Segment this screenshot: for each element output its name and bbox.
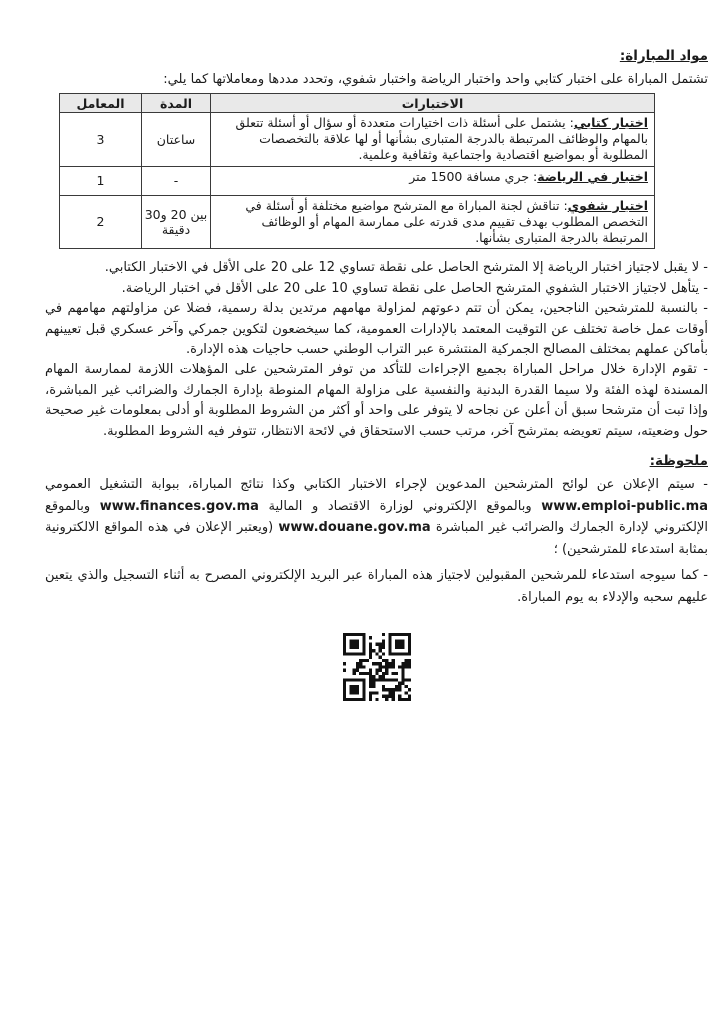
- duration-cell: -: [142, 166, 211, 195]
- header-duration: المدة: [142, 94, 211, 113]
- qr-container: [45, 632, 708, 706]
- rule-item: - تقوم الإدارة خلال مراحل المباراة بجميع الإجراءات للتأكد من توفر المترشحين على المؤهلات اللازمة لممارسة المهام المسندة لهذه الفئة ولا سيما القدرة البدنية والنفسية على مزاولة المهام المنوطة بإدارة الجمارك والضرائب غير المباشرة، وإذا تبت أن مترشحا سبق أن أعلن عن نجاحه لا يتوفر على واحد أو أكثر من الشروط المطلوبة أو أدلى بمعلومات غير صحيحة حول وضعيته، سيتم تعويضه بمترشح آخر، مرتب حسب الاستحقاق في لائحة الانتظار، تتوفر فيه الشروط المطلوبة.: [45, 362, 708, 439]
- test-cell: [211, 166, 655, 195]
- finances-url: www.finances.gov.ma: [99, 498, 259, 514]
- intro-text: تشتمل المباراة على اختبار كتابي واحد واختبار الرياضة واختبار شفوي، وتحدد مددها ومعاملاتها كما يلي:: [163, 72, 708, 87]
- note-text: وبالموقع الإلكتروني لإدارة الجمارك والضرائب غير المباشرة: [45, 498, 708, 536]
- test-name: اختبار في الرياضة: [537, 168, 648, 184]
- emploi-public-url: www.emploi-public.ma: [541, 498, 708, 514]
- note-item-convocation: - كما سيوجه استدعاء للمرشحين المقبولين لاجتياز هذه المباراة عبر البريد الإلكتروني المصرح به أثناء التسجيل والذي يتعين عليهم سحبه والإدلاء به يوم المباراة.: [45, 568, 708, 605]
- exams-table: [59, 93, 655, 249]
- test-cell: [211, 195, 655, 249]
- duration-cell: ساعتان: [142, 113, 211, 167]
- page-title: مواد المباراة:: [619, 48, 708, 64]
- note-title: ملحوظة:: [649, 453, 708, 470]
- header-coefficient: المعامل: [60, 94, 142, 113]
- header-tests: الاختبارات: [211, 94, 655, 113]
- duration-cell: بين 20 و30 دقيقة: [142, 195, 211, 249]
- rule-item: - بالنسبة للمترشحين الناجحين، يمكن أن تتم دعوتهم لمزاولة مهامهم مرتدين بدلة رسمية، فضلا عن مزاولتهم مهامهم في أوقات عمل خاصة تختلف عن التوقيت المعتمد بالإدارات العمومية، كما سيخضعون لتكوين جمركي وآخر عسكري قبل تعيينهم بأماكن عملهم بمختلف المصالح الجمركية المنتشرة عبر التراب الوطني حسب حاجيات هذه الإدارة.: [45, 301, 708, 358]
- coefficient-cell: 2: [60, 195, 142, 249]
- rules-list: [45, 258, 708, 442]
- note-text: - سيتم الإعلان عن لوائح المترشحين المدعوين لإجراء الاختبار الكتابي وكذا نتائج المباراة، ببوابة التشغيل العمومي: [45, 477, 708, 493]
- test-cell: [211, 113, 655, 167]
- test-name: اختبار شفوي: [567, 197, 648, 213]
- test-name: اختبار كتابي: [573, 115, 648, 130]
- table-row-written-test: [60, 113, 655, 167]
- coefficient-cell: 3: [60, 113, 142, 167]
- test-desc: : تناقش لجنة المباراة مع المترشح مواضيع مختلفة أو أسئلة في التخصص المطلوب بهدف تقييم مدى قدرته على ممارسة المهام أو الوظائف المرتبطة بالدرجة المتبارى بشأنها.: [245, 197, 648, 245]
- test-desc: : جري مسافة 1500 متر: [409, 168, 538, 184]
- rule-item: - يتأهل لاجتياز الاختبار الشفوي المترشح الحاصل على نقطة تساوي 10 على 20 على الأقل في اختبار الرياضة.: [121, 280, 708, 296]
- table-row-sports-test: [60, 166, 655, 195]
- note-section: [45, 453, 708, 608]
- table-header-row: [60, 94, 655, 113]
- coefficient-cell: 1: [60, 166, 142, 195]
- qr-code: [343, 632, 411, 702]
- rule-item: - لا يقبل لاجتياز اختبار الرياضة إلا المترشح الحاصل على نقطة تساوي 12 على 20 على الأقل في الاختبار الكتابي.: [104, 260, 708, 276]
- note-text: (ويعتبر الإعلان في هذه المواقع الالكترونية بمثابة استدعاء للمترشحين) ؛: [45, 520, 708, 557]
- table-row-oral-test: [60, 195, 655, 249]
- note-text: وبالموقع الإلكتروني لوزارة الاقتصاد و المالية: [258, 498, 542, 514]
- douane-url: www.douane.gov.ma: [278, 520, 431, 536]
- note-item-announcement: [45, 474, 708, 560]
- test-desc: : يشتمل على أسئلة ذات اختيارات متعددة أو سؤال أو أسئلة تتعلق بالمهام والوظائف المرتبطة بالدرجة المتبارى بشأنها أو لها علاقة بالتخصصات المطلوبة أو بمواضيع اقتصادية واجتماعية وثقافية وعلمية.: [235, 115, 648, 162]
